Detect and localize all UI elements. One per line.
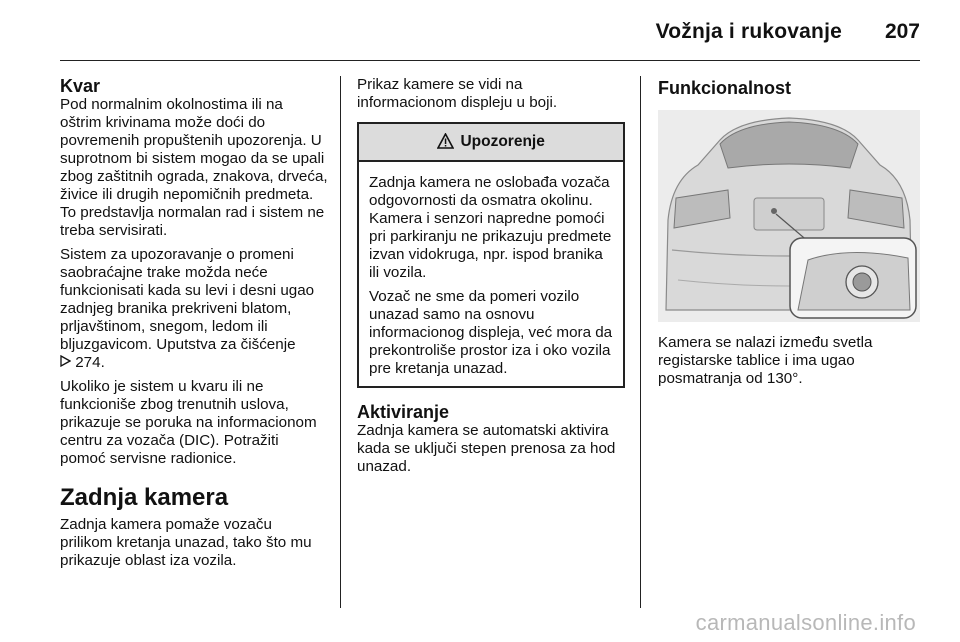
paragraph (60, 246, 328, 372)
paragraph-text: Sistem za upozoravanje o promeni saobraćajne trake možda neće funkcionisati kada su levi i desni ugao zadnjeg branika prekriveni blatom, prljavštinom, snegom, ledom ili bljuzgavicom. Uputstva za čišćenje (60, 246, 315, 353)
warning-box (357, 122, 625, 388)
warning-triangle-icon (437, 133, 460, 150)
paragraph: Zadnja kamera se automatski aktivira kada se uključi stepen prenosa za hod unazad. (357, 422, 616, 475)
paragraph: Zadnja kamera pomaže vozaču prilikom kretanja unazad, tako što mu prikazuje oblast iza vozila. (60, 516, 312, 569)
page-reference-link[interactable]: 274. (75, 354, 105, 371)
warning-header (359, 124, 623, 162)
page-header-title: Vožnja i rukovanje (655, 20, 842, 43)
paragraph: Pod normalnim okolnostima ili na oštrim krivinama može doći do povremenih propuštenih upozorenja. U suprotnom bi sistem mogao da se upali zbog zaštitnih ograda, znakova, drveća, živice ili drugih nepomičnih predmeta. To predstavlja normalan rad i sistem ne treba servisirati. (60, 96, 328, 239)
warning-body (359, 162, 623, 386)
section-heading-funkcionalnost: Funkcionalnost (658, 78, 792, 98)
column-left (60, 76, 328, 576)
rear-camera-illustration (658, 110, 920, 322)
column-divider (640, 76, 641, 608)
paragraph: Ukoliko je sistem u kvaru ili ne funkcioniše zbog trenutnih uslova, prikazuje se poruka na informacionom centru za vozača (DIC). Potražiti pomoć servisne radionice. (60, 378, 317, 467)
section-heading-aktiviranje: Aktiviranje (357, 402, 450, 422)
warning-title: Upozorenje (460, 133, 545, 150)
column-middle (357, 76, 625, 482)
warning-paragraph: Zadnja kamera ne oslobađa vozača odgovornosti da osmatra okolinu. Kamera i senzori napredne pomoći pri parkiranju ne prikazuju predmete izvan vidokruga, npr. ispod branika ili vozila. (369, 174, 612, 281)
section-heading-zadnja-kamera: Zadnja kamera (60, 484, 229, 511)
column-right (658, 76, 920, 394)
paragraph: Prikaz kamere se vidi na informacionom displeju u boji. (357, 76, 558, 111)
page-reference-arrow-icon (60, 354, 75, 371)
watermark: carmanualsonline.info (695, 610, 916, 635)
page-number: 207 (884, 20, 920, 43)
figure-caption: Kamera se nalazi između svetla registarske tablice i ima ugao posmatranja od 130°. (658, 334, 873, 387)
header-rule (60, 60, 920, 61)
warning-paragraph: Vozač ne sme da pomeri vozilo unazad samo na osnovu informacionog displeja, već mora da prekontroliše prostor iza i oko vozila pre kretanja unazad. (369, 288, 613, 377)
section-heading-kvar: Kvar (60, 76, 101, 96)
column-divider (340, 76, 341, 608)
